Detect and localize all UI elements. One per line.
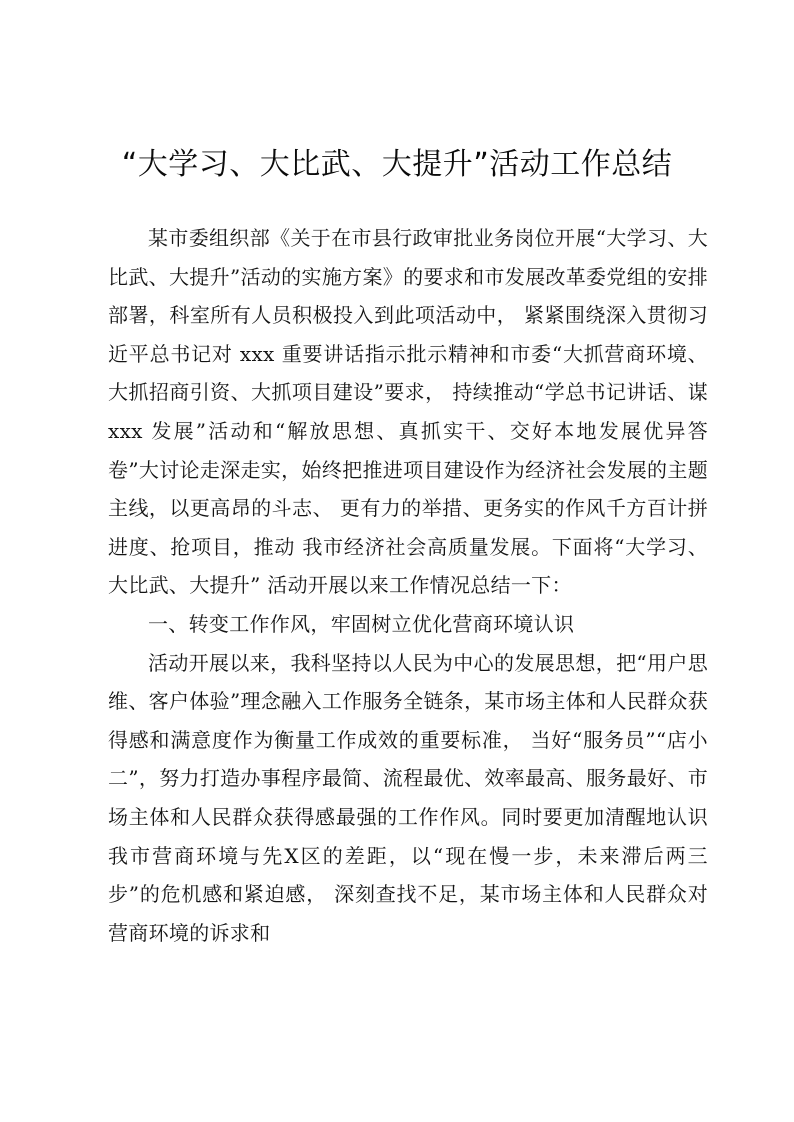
document-body [108, 219, 708, 952]
document-title: “大学习、大比武、大提升”活动工作总结 [121, 147, 673, 182]
section-1-paragraph: 活动开展以来，我科坚持以人民为中心的发展思想，把“用户思维、客户体验”理念融入工作服务全链条，某市场主体和人民群众获得感和满意度作为衡量工作成效的重要标准， 当好“服务员”“店小二”，努力打造办事程序最简、流程最优、效率最高、服务最好、市场主体和人民群众获得感最强的工作作风。同时要更加清醒地认识我市营商环境与先X区的差距，以“现在慢一步，未来滞后两三步”的危机感和紧迫感， 深刻查找不足，某市场主体和人民群众对营商环境的诉求和 [108, 650, 708, 945]
section-heading-1: 一、转变工作作风，牢固树立优化营商环境认识 [148, 611, 575, 636]
intro-paragraph: 某市委组织部《关于在市县行政审批业务岗位开展“大学习、大比武、大提升”活动的实施方案》的要求和市发展改革委党组的安排部署，科室所有人员积极投入到此项活动中， 紧紧围绕深入贯彻习近平总书记对 xxx 重要讲话指示批示精神和市委“大抓营商环境、大抓招商引资、大抓项目建设”要求， 持续推动“学总书记讲话、谋 xxx 发展”活动和“解放思想、真抓实干、交好本地发展优异答卷”大讨论走深走实，始终把推进项目建设作为经济社会发展的主题主线，以更高昂的斗志、 更有力的举措、更务实的作风千方百计拼进度、抢项目，推动 我市经济社会高质量发展。下面将“大学习、大比武、大提升” 活动开展以来工作情况总结一下： [108, 226, 708, 598]
